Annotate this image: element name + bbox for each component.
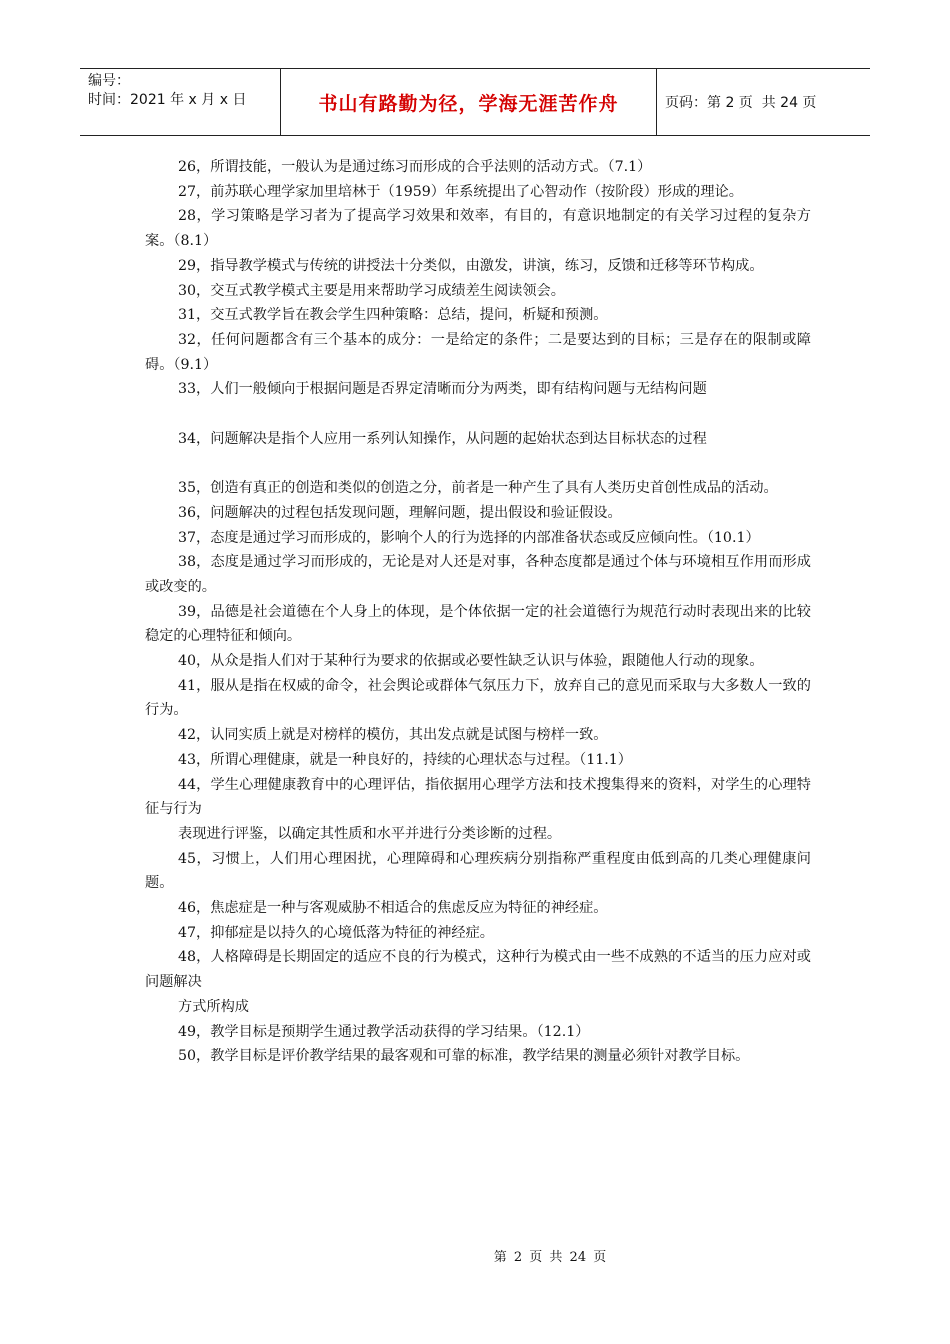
paragraph-40: 40，从众是指人们对于某种行为要求的依据或必要性缺乏认识与体验，跟随他人行动的现象。 [178,653,764,670]
document-number-label: 编号： [88,73,130,89]
paragraph-34: 34，问题解决是指个人应用一系列认知操作，从问题的起始状态到达目标状态的过程 [178,430,707,447]
paragraph-42: 42，认同实质上就是对榜样的模仿，其出发点就是试图与榜样一致。 [178,727,608,744]
paragraph-33: 33，人们一般倾向于根据问题是否界定清晰而分为两类，即有结构问题与无结构问题 [178,381,707,398]
header-page-info: 页码：第 2 页 共 24 页 [665,95,817,111]
paragraph-41: 41，服从是指在权威的命令，社会舆论或群体气氛压力下，放弃自己的意见而采取与大多数人一致的行为。 [145,677,811,719]
paragraph-31: 31，交互式教学旨在教会学生四种策略：总结，提问，析疑和预测。 [178,307,608,324]
paragraph-36: 36，问题解决的过程包括发现问题，理解问题，提出假设和验证假设。 [178,504,622,521]
paragraph-49: 49，教学目标是预期学生通过教学活动获得的学习结果。（12.1） [178,1023,590,1040]
paragraph-35: 35，创造有真正的创造和类似的创造之分，前者是一种产生了具有人类历史首创性成品的活动。 [178,480,778,497]
paragraph-29: 29，指导教学模式与传统的讲授法十分类似，由激发，讲演，练习，反馈和迁移等环节构成。 [178,257,764,274]
page-footer: 第 2 页 共 24 页 [493,1250,607,1265]
paragraph-48: 48，人格障碍是长期固定的适应不良的行为模式，这种行为模式由一些不成熟的不适当的压力应对或问题解决 [145,949,811,991]
paragraph-47: 47，抑郁症是以持久的心境低落为特征的神经症。 [178,924,494,941]
paragraph-43: 43，所谓心理健康，就是一种良好的，持续的心理状态与过程。（11.1） [178,751,632,768]
paragraph-26: 26，所谓技能，一般认为是通过练习而形成的合乎法则的活动方式。（7.1） [178,159,652,175]
paragraph-44-continued: 表现进行评鉴，以确定其性质和水平并进行分类诊断的过程。 [178,825,562,842]
paragraph-27: 27，前苏联心理学家加里培林于（1959）年系统提出了心智动作（按阶段）形成的理论。 [178,183,743,200]
document-header [80,68,870,136]
paragraph-46: 46，焦虑症是一种与客观威胁不相适合的焦虑反应为特征的神经症。 [178,900,608,917]
header-meta [80,69,281,135]
paragraph-37: 37，态度是通过学习而形成的，影响个人的行为选择的内部准备状态或反应倾向性。（10.1） [178,529,760,546]
paragraph-39: 39，品德是社会道德在个人身上的体现，是个体依据一定的社会道德行为规范行动时表现出来的比较稳定的心理特征和倾向。 [145,603,811,645]
header-motto: 书山有路勤为径，学海无涯苦作舟 [281,69,657,135]
paragraph-48-continued: 方式所构成 [178,998,249,1015]
paragraph-44: 44，学生心理健康教育中的心理评估，指依据用心理学方法和技术搜集得来的资料，对学生的心理特征与行为 [145,776,811,818]
document-body [145,155,811,1069]
paragraph-38: 38，态度是通过学习而形成的，无论是对人还是对事，各种态度都是通过个体与环境相互作用而形成或改变的。 [145,554,811,595]
paragraph-50: 50，教学目标是评价教学结果的最客观和可靠的标准，教学结果的测量必须针对教学目标。 [178,1048,750,1065]
paragraph-32: 32，任何问题都含有三个基本的成分：一是给定的条件；二是要达到的目标；三是存在的限制或障碍。（9.1） [145,331,811,373]
paragraph-28: 28，学习策略是学习者为了提高学习效果和效率，有目的，有意识地制定的有关学习过程的复杂方案。（8.1） [145,208,811,250]
document-time-label: 时间：2021 年 x 月 x 日 [88,92,247,108]
paragraph-30: 30，交互式教学模式主要是用来帮助学习成绩差生阅读领会。 [178,282,565,299]
paragraph-45: 45，习惯上，人们用心理困扰，心理障碍和心理疾病分别指称严重程度由低到高的几类心理健康问题。 [145,850,811,892]
